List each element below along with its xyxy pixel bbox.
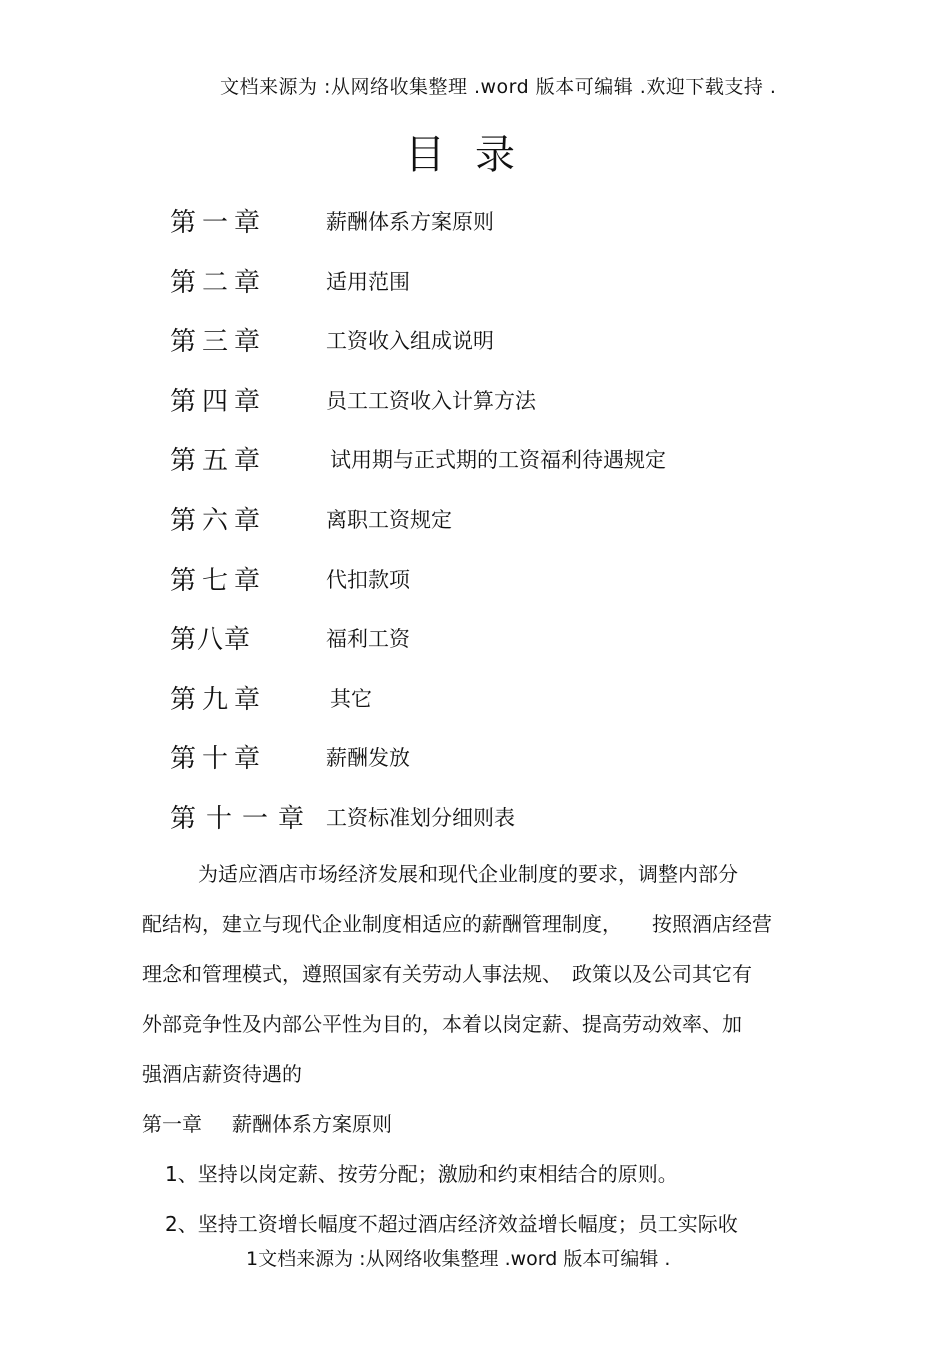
toc-chapter-number: 第九章 bbox=[170, 684, 267, 715]
paragraph-line: 为适应酒店市场经济发展和现代企业制度的要求，调整内部分 bbox=[198, 862, 738, 886]
toc-row bbox=[170, 734, 810, 794]
toc-row bbox=[170, 496, 810, 556]
footer-source-note: 1文档来源为 :从网络收集整理 .word 版本可编辑 . bbox=[246, 1248, 671, 1270]
principle-item: 2、坚持工资增长幅度不超过酒店经济效益增长幅度；员工实际收 bbox=[165, 1212, 738, 1236]
toc-chapter-number: 第七章 bbox=[170, 565, 267, 596]
section-title: 薪酬体系方案原则 bbox=[232, 1112, 392, 1136]
toc-chapter-number: 第一章 bbox=[170, 208, 267, 238]
toc-chapter-title: 薪酬发放 bbox=[326, 746, 410, 771]
toc-chapter-title: 薪酬体系方案原则 bbox=[326, 210, 494, 234]
toc-row bbox=[170, 317, 810, 377]
toc-title: 目录 bbox=[405, 132, 545, 178]
principle-item: 1、坚持以岗定薪、按劳分配；激励和约束相结合的原则。 bbox=[165, 1162, 678, 1186]
table-of-contents bbox=[170, 198, 810, 854]
toc-row bbox=[170, 377, 810, 437]
header-source-note: 文档来源为 :从网络收集整理 .word 版本可编辑 .欢迎下载支持 . bbox=[220, 76, 777, 98]
section-chapter-number: 第一章 bbox=[142, 1112, 202, 1136]
toc-chapter-number: 第四章 bbox=[170, 386, 267, 417]
toc-row bbox=[170, 198, 810, 258]
toc-chapter-title: 试用期与正式期的工资福利待遇规定 bbox=[330, 448, 666, 473]
toc-chapter-number: 第八章 bbox=[170, 625, 252, 656]
toc-chapter-title: 其它 bbox=[330, 686, 372, 711]
toc-chapter-number: 第六章 bbox=[170, 505, 267, 536]
toc-chapter-title: 工资收入组成说明 bbox=[326, 329, 494, 354]
toc-row bbox=[170, 436, 810, 496]
toc-row bbox=[170, 556, 810, 616]
toc-row bbox=[170, 794, 810, 854]
paragraph-line: 外部竞争性及内部公平性为目的，本着以岗定薪、提高劳动效率、加 bbox=[142, 1012, 742, 1036]
toc-row bbox=[170, 615, 810, 675]
toc-chapter-title: 离职工资规定 bbox=[326, 507, 452, 532]
paragraph-line: 配结构，建立与现代企业制度相适应的薪酬管理制度， 按照酒店经营 bbox=[142, 912, 772, 936]
toc-chapter-number: 第三章 bbox=[170, 327, 267, 358]
toc-chapter-title: 福利工资 bbox=[326, 627, 410, 652]
toc-chapter-title: 工资标准划分细则表 bbox=[326, 805, 515, 830]
toc-chapter-number: 第二章 bbox=[170, 267, 267, 298]
section-heading bbox=[142, 1108, 392, 1137]
paragraph-line: 强酒店薪资待遇的 bbox=[142, 1062, 302, 1086]
paragraph-line: 理念和管理模式，遵照国家有关劳动人事法规、 政策以及公司其它有 bbox=[142, 962, 752, 986]
toc-chapter-number: 第五章 bbox=[170, 446, 267, 477]
toc-chapter-title: 代扣款项 bbox=[326, 567, 410, 592]
toc-chapter-number: 第十章 bbox=[170, 744, 267, 775]
toc-chapter-number: 第十一章 bbox=[170, 803, 315, 834]
toc-chapter-title: 员工工资收入计算方法 bbox=[326, 388, 536, 413]
toc-chapter-title: 适用范围 bbox=[326, 269, 410, 294]
toc-row bbox=[170, 675, 810, 735]
toc-row bbox=[170, 258, 810, 318]
